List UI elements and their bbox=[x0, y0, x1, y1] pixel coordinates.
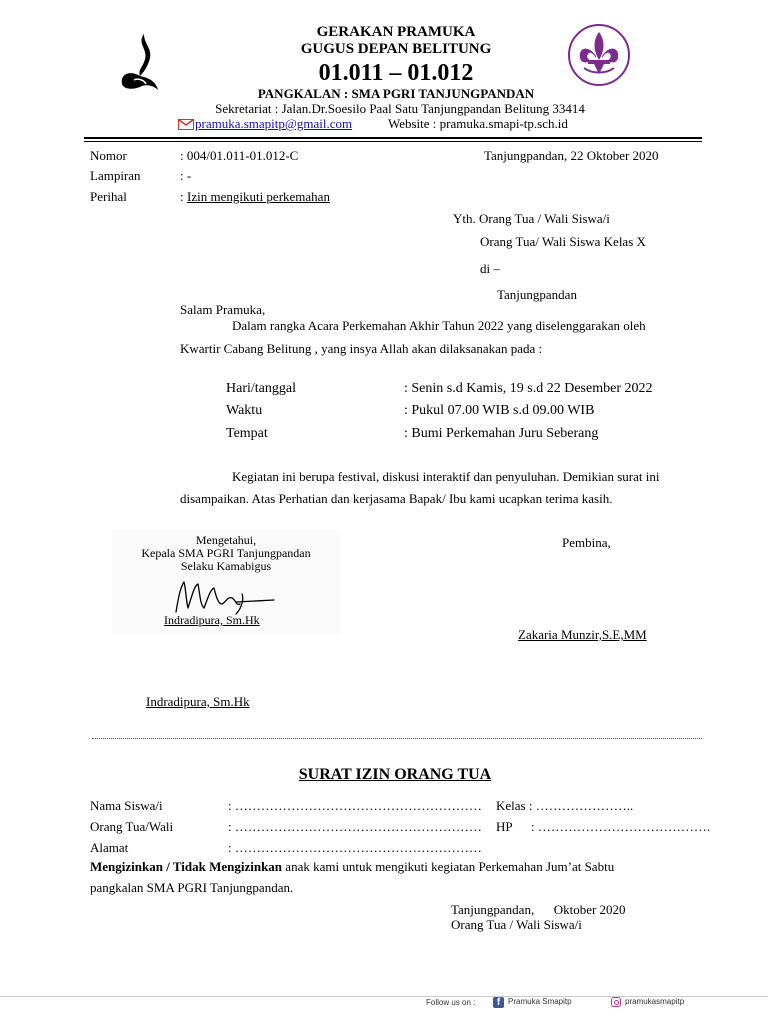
para2-line-1: Kegiatan ini berupa festival, diskusi interaktif dan penyuluhan. Demikian surat ini bbox=[232, 469, 660, 484]
lampiran-label: Lampiran bbox=[90, 168, 141, 183]
perihal-colon: : bbox=[180, 189, 184, 204]
consent-options[interactable]: Mengizinkan / Tidak Mengizinkan bbox=[90, 859, 283, 874]
para2-line-2: disampaikan. Atas Perhatian dan kerjasama Bapak/ Ibu kami ucapkan terima kasih. bbox=[180, 491, 613, 506]
facebook-icon: f bbox=[493, 997, 504, 1008]
website-text: Website : pramuka.smapi-tp.sch.id bbox=[388, 116, 568, 131]
recipient-line-2: Orang Tua/ Wali Siswa Kelas X bbox=[480, 234, 646, 249]
tunas-kelapa-logo bbox=[114, 30, 162, 92]
pembina-title: Pembina, bbox=[562, 535, 611, 550]
para1-line-1: Dalam rangka Acara Perkemahan Akhir Tahun 2022 yang diselenggarakan oleh bbox=[232, 318, 646, 333]
follow-label: Follow us on : bbox=[426, 998, 476, 1007]
detail-value-place: : Bumi Perkemahan Juru Seberang bbox=[404, 426, 599, 441]
perihal-value: Izin mengikuti perkemahan bbox=[187, 189, 330, 204]
form-hp-field[interactable]: : …………………………………. bbox=[531, 819, 711, 834]
approval-line-3: Selaku Kamabigus bbox=[180, 559, 272, 573]
consent-line-1 bbox=[90, 859, 702, 875]
approval-line-1: Mengetahui, bbox=[195, 533, 257, 547]
scout-fleur-de-lis-icon bbox=[566, 22, 632, 88]
recipient-line-1: Yth. Orang Tua / Wali Siswa/i bbox=[453, 211, 610, 226]
form-title: SURAT IZIN ORANG TUA bbox=[298, 766, 492, 783]
form-nama-field[interactable]: : ………………………………………………… bbox=[228, 798, 482, 813]
org-name: GERAKAN PRAMUKA bbox=[316, 24, 476, 40]
header-rule bbox=[84, 137, 702, 142]
headmaster-name-scan: Indradipura, Sm.Hk bbox=[164, 613, 260, 627]
para1-line-2: Kwartir Cabang Belitung , yang insya Allah akan dilaksanakan pada : bbox=[180, 341, 543, 356]
consent-line-2: pangkalan SMA PGRI Tanjungpandan. bbox=[90, 880, 294, 895]
nomor-label: Nomor bbox=[90, 148, 127, 163]
base-name: PANGKALAN : SMA PGRI TANJUNGPANDAN bbox=[257, 86, 535, 101]
form-alamat-field[interactable]: : ………………………………………………… bbox=[228, 840, 482, 855]
form-signer: Orang Tua / Wali Siswa/i bbox=[451, 917, 582, 932]
form-kelas-field[interactable]: Kelas : ………………….. bbox=[496, 798, 634, 813]
detail-value-time: : Pukul 07.00 WIB s.d 09.00 WIB bbox=[404, 403, 595, 418]
cut-line bbox=[92, 738, 702, 739]
form-alamat-label: Alamat bbox=[90, 840, 129, 855]
lampiran-value: : - bbox=[180, 168, 192, 183]
form-nama-label: Nama Siswa/i bbox=[90, 798, 163, 813]
form-place-date: Tanjungpandan, Oktober 2020 bbox=[451, 902, 626, 917]
detail-label-date: Hari/tanggal bbox=[226, 381, 296, 396]
form-hp-label: HP bbox=[496, 819, 513, 834]
address: Sekretariat : Jalan.Dr.Soesilo Paal Satu Tanjungpandan Belitung 33414 bbox=[215, 101, 585, 116]
gudep-number: 01.011 – 01.012 bbox=[318, 60, 474, 86]
facebook-handle[interactable]: Pramuka Smapitp bbox=[508, 997, 572, 1006]
consent-text: anak kami untuk mengikuti kegiatan Perkemahan Jum’at Sabtu bbox=[282, 859, 615, 874]
nomor-value: : 004/01.011-01.012-C bbox=[180, 148, 299, 163]
form-ortu-field[interactable]: : ………………………………………………… bbox=[228, 819, 482, 834]
detail-value-date: : Senin s.d Kamis, 19 s.d 22 Desember 2022 bbox=[404, 381, 653, 396]
email-link[interactable]: pramuka.smapitp@gmail.com bbox=[195, 116, 353, 131]
detail-label-place: Tempat bbox=[226, 426, 268, 441]
mail-icon bbox=[178, 119, 194, 130]
instagram-icon bbox=[611, 997, 621, 1007]
headmaster-signature-icon bbox=[170, 574, 280, 618]
form-ortu-label: Orang Tua/Wali bbox=[90, 819, 174, 834]
letter-date: Tanjungpandan, 22 Oktober 2020 bbox=[484, 148, 659, 163]
instagram-handle[interactable]: pramukasmapitp bbox=[625, 997, 685, 1006]
approval-line-2: Kepala SMA PGRI Tanjungpandan bbox=[141, 546, 311, 560]
greeting: Salam Pramuka, bbox=[180, 302, 266, 317]
recipient-line-3: di – bbox=[480, 261, 500, 276]
pembina-name: Zakaria Munzir,S.E,MM bbox=[518, 627, 647, 642]
perihal-label: Perihal bbox=[90, 189, 127, 204]
headmaster-name: Indradipura, Sm.Hk bbox=[146, 694, 250, 709]
detail-label-time: Waktu bbox=[226, 403, 263, 418]
unit-name: GUGUS DEPAN BELITUNG bbox=[300, 41, 492, 57]
recipient-line-4: Tanjungpandan bbox=[497, 287, 577, 302]
